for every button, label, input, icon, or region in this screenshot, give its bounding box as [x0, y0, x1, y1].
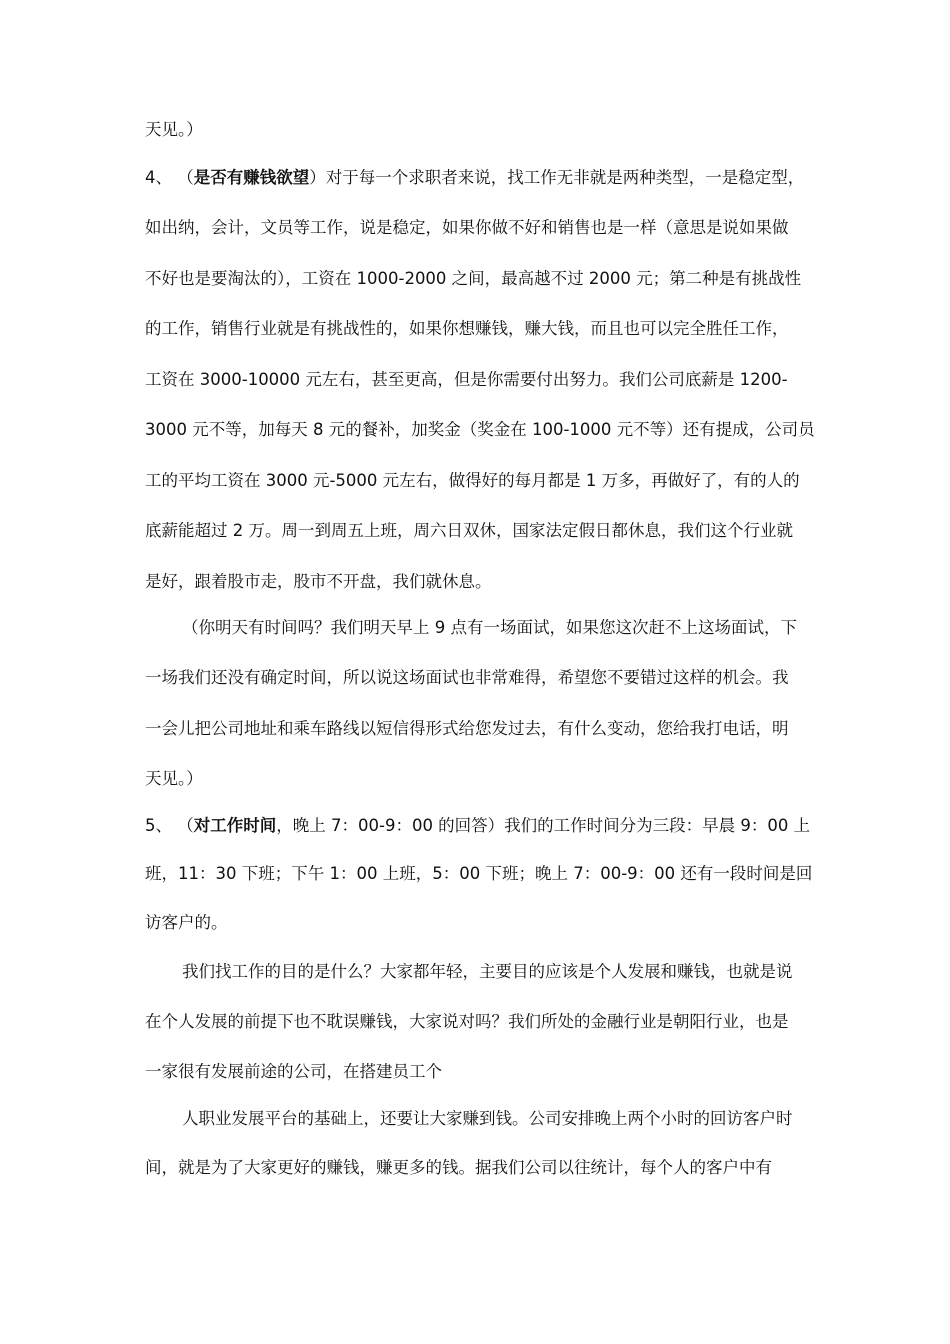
text-line: 底薪能超过 2 万。周一到周五上班，周六日双休，国家法定假日都休息，我们这个行业就 [145, 521, 793, 540]
text-line: 人职业发展平台的基础上，还要让大家赚到钱。公司安排晚上两个小时的回访客户时 [182, 1109, 793, 1128]
text-line: 工资在 3000-10000 元左右，甚至更高，但是你需要付出努力。我们公司底薪是 1200- [145, 370, 788, 389]
item-number: 4、 （ [145, 168, 194, 187]
text-line: 的工作，销售行业就是有挑战性的，如果你想赚钱，赚大钱，而且也可以完全胜任工作， [145, 319, 789, 338]
item-heading: 是否有赚钱欲望 [193, 168, 310, 187]
text-line: 如出纳，会计，文员等工作，说是稳定，如果你做不好和销售也是一样（意思是说如果做 [145, 218, 789, 237]
item-text: ）对于每一个求职者来说，找工作无非就是两种类型，一是稳定型， [309, 168, 805, 187]
text-line: 我们找工作的目的是什么？大家都年轻，主要目的应该是个人发展和赚钱，也就是说 [182, 962, 793, 981]
text-line: 访客户的。 [145, 913, 228, 932]
item-heading: 对工作时间 [193, 816, 277, 835]
text-line: 班，11：30 下班；下午 1：00 上班，5：00 下班；晚上 7：00-9：00 还有一段时间是回 [145, 864, 813, 883]
text-line: 是好，跟着股市走，股市不开盘，我们就休息。 [145, 572, 492, 591]
text-line: 工的平均工资在 3000 元-5000 元左右，做得好的每月都是 1 万多，再做好了，有的人的 [145, 471, 800, 490]
item-number: 5、 （ [145, 816, 194, 835]
item-5-line [145, 814, 815, 838]
text-line: 在个人发展的前提下也不耽误赚钱，大家说对吗？我们所处的金融行业是朝阳行业，也是 [145, 1012, 789, 1031]
text-line: 间，就是为了大家更好的赚钱，赚更多的钱。据我们公司以往统计，每个人的客户中有 [145, 1158, 772, 1177]
text-line: 天见。） [145, 769, 203, 788]
item-4-line [145, 166, 815, 190]
text-line: 一场我们还没有确定时间，所以说这场面试也非常难得，希望您不要错过这样的机会。我 [145, 668, 789, 687]
text-line: 3000 元不等，加每天 8 元的餐补，加奖金（奖金在 100-1000 元不等）还有提成，公司员 [145, 420, 815, 439]
text-line: 一家很有发展前途的公司，在搭建员工个 [145, 1062, 442, 1081]
text-line: （你明天有时间吗？我们明天早上 9 点有一场面试，如果您这次赶不上这场面试，下 [182, 618, 797, 637]
text-line: 不好也是要淘汰的），工资在 1000-2000 之间，最高越不过 2000 元；第二种是有挑战性 [145, 269, 802, 288]
text-line: 天见。） [145, 120, 203, 139]
item-text: ，晚上 7：00-9：00 的回答）我们的工作时间分为三段：早晨 9：00 上 [276, 816, 811, 835]
text-line: 一会儿把公司地址和乘车路线以短信得形式给您发过去，有什么变动，您给我打电话，明 [145, 719, 789, 738]
